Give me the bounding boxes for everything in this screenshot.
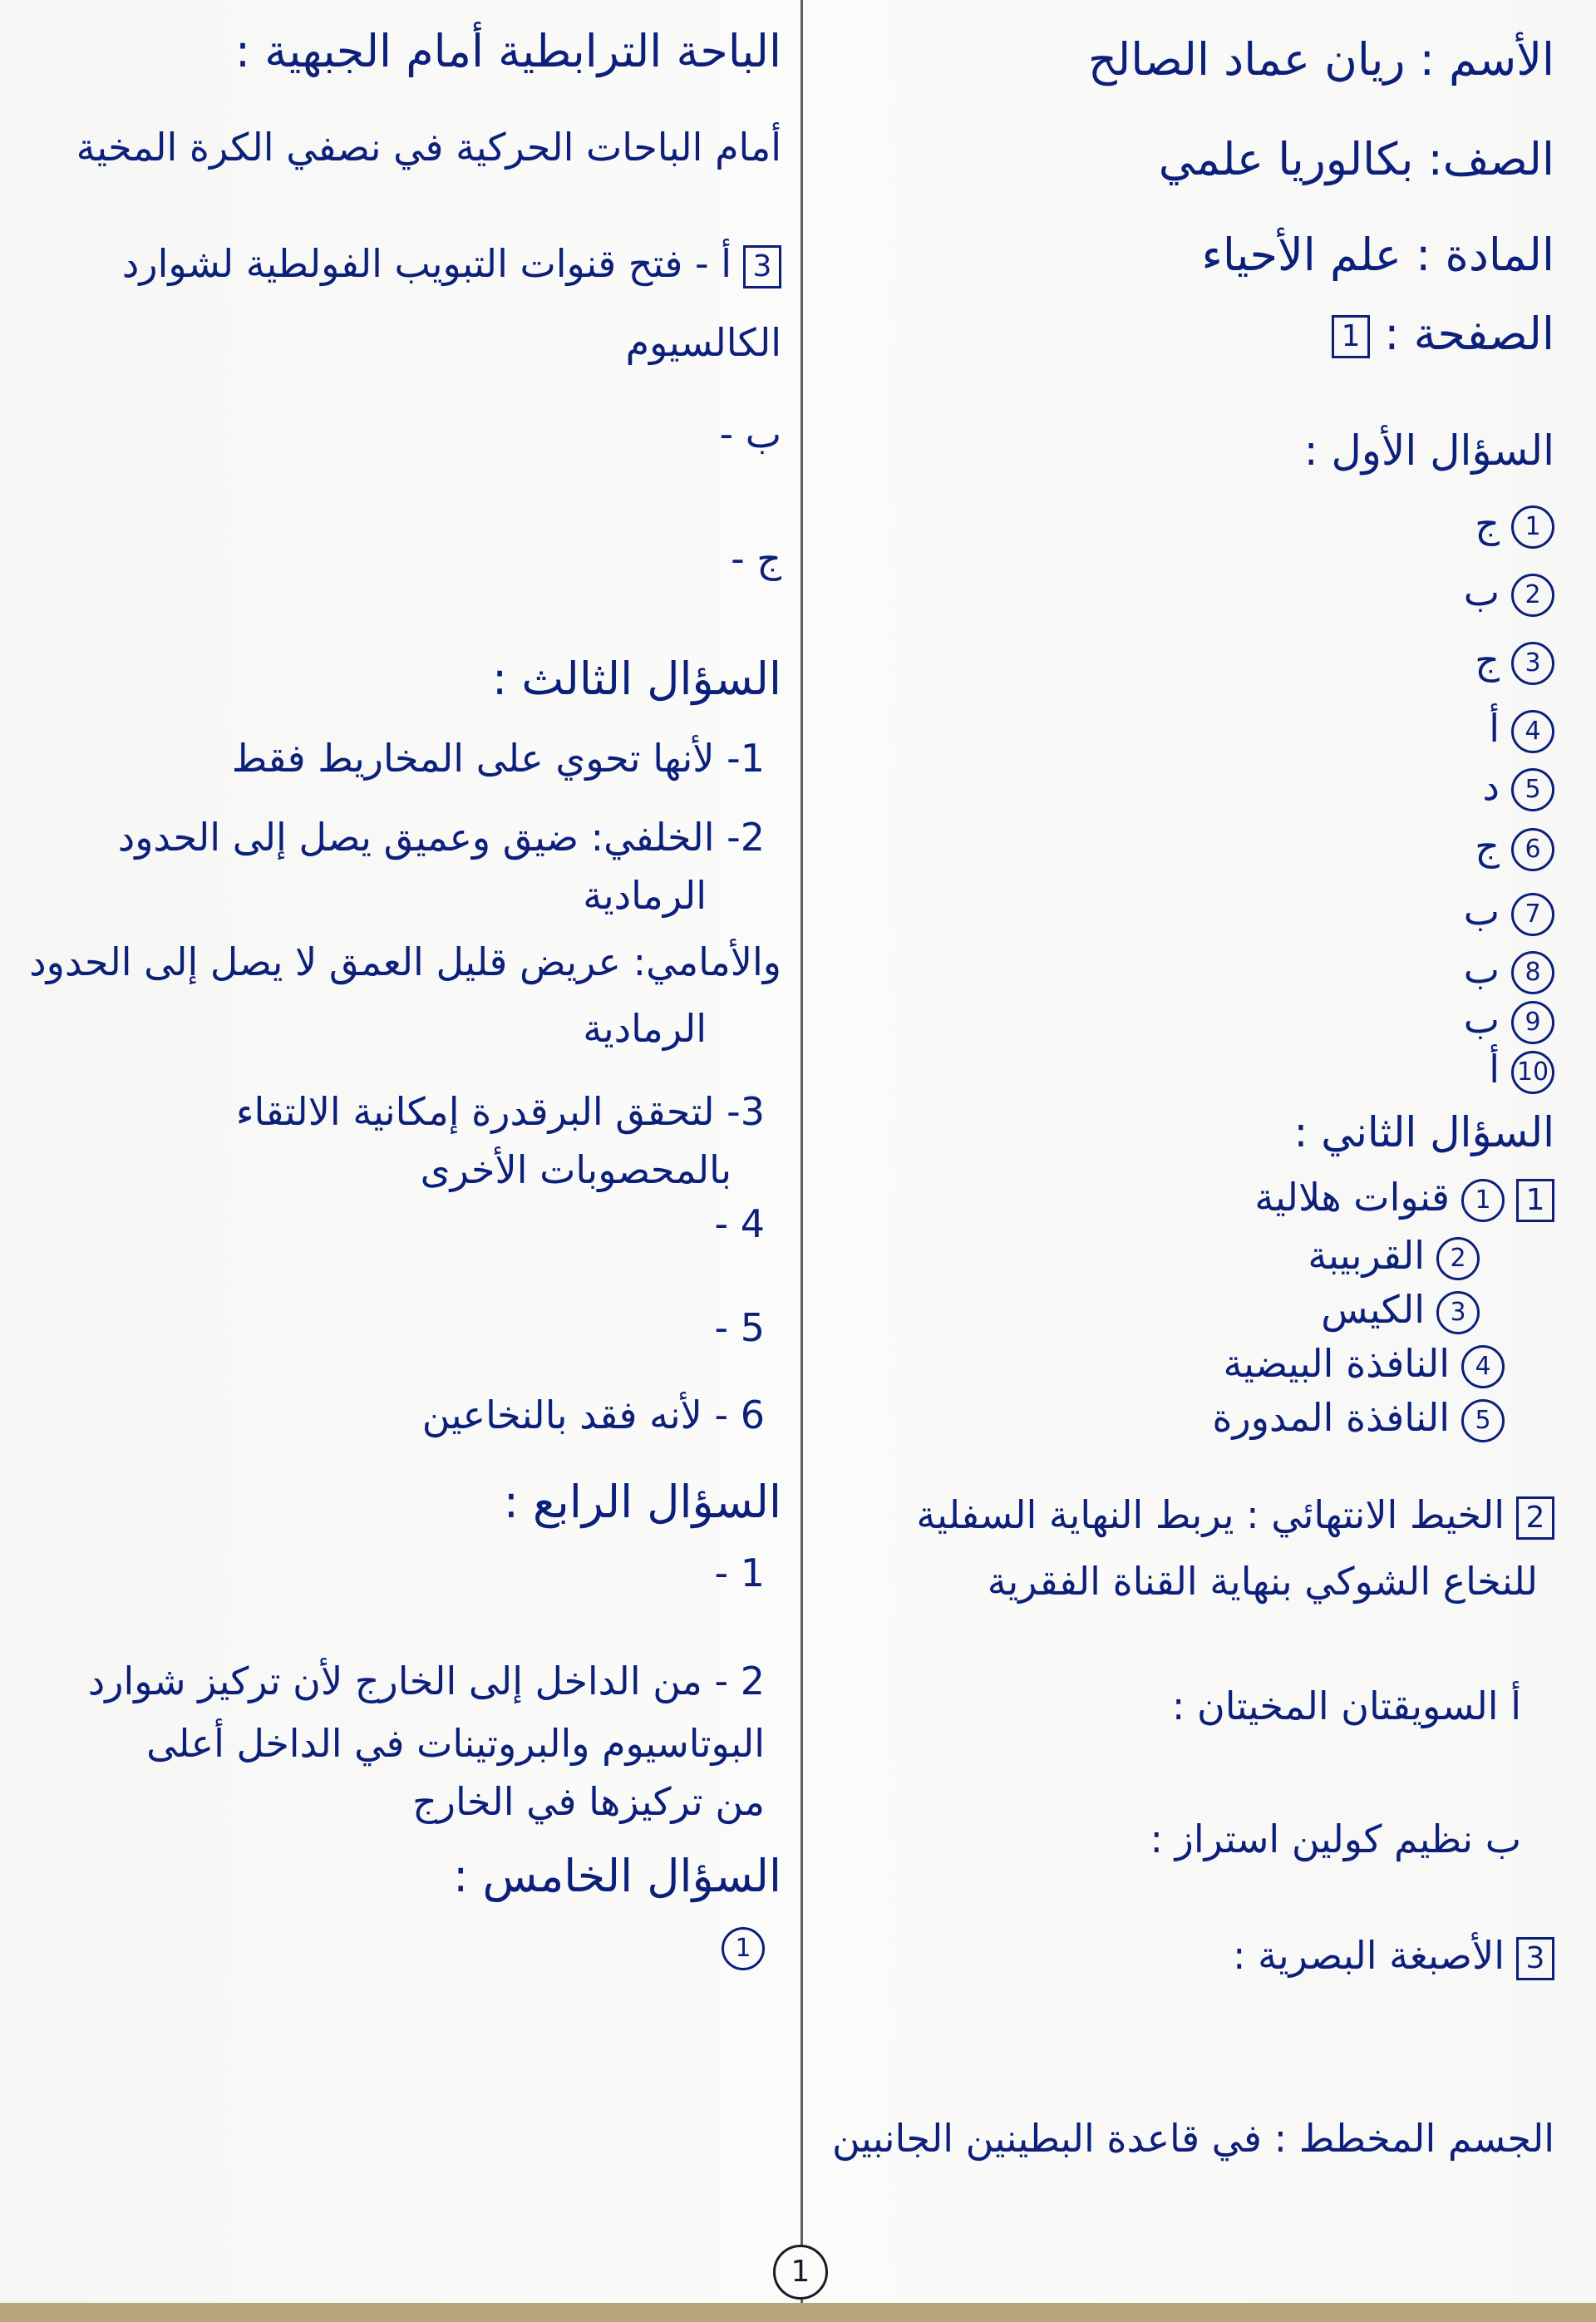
q1-ans: ج: [1475, 638, 1500, 683]
q3-2b-line2: الرمادية: [583, 1006, 707, 1051]
q3-6: 6 - لأنه فقد بالنخاعين: [421, 1393, 765, 1437]
q2-num: 4: [1461, 1345, 1505, 1388]
q1-answer-1: [1475, 499, 1554, 549]
q1-title: السؤال الأول :: [1303, 426, 1554, 475]
q5-circle: 1: [722, 1927, 765, 1970]
q1-answer-2: [1464, 567, 1554, 617]
q4-title: السؤال الرابع :: [503, 1476, 781, 1528]
q1-ans: ج: [1475, 824, 1500, 869]
page-label-line: [1320, 308, 1554, 361]
q1-ans: ب: [1463, 569, 1500, 614]
q1-answer-10: [1489, 1044, 1554, 1094]
q-a-line1: [122, 237, 781, 290]
q2-item-1: [1254, 1172, 1554, 1222]
column-divider: [800, 0, 803, 2303]
q1-ans: ب: [1463, 947, 1500, 992]
q2-part2-line1: [916, 1488, 1554, 1541]
q2-part3-text: الأصبغة البصرية :: [1233, 1933, 1505, 1978]
q4-2-line3: من تركيزها في الخارج: [412, 1779, 765, 1824]
q1-ans: أ: [1489, 706, 1500, 751]
page-label: الصفحة :: [1384, 308, 1554, 360]
q2-line-a: أ السويقتان المخيتان :: [1171, 1684, 1521, 1728]
q4-1: 1 -: [714, 1550, 765, 1595]
q2-text: النافذة البيضية: [1223, 1341, 1450, 1386]
q-box-3: 3: [743, 245, 781, 288]
q3-2b-line1: والأمامي: عريض قليل العمق لا يصل إلى الحدود: [29, 939, 781, 984]
top-line-2: أمام الباحات الحركية في نصفي الكرة المخية: [76, 125, 781, 170]
q2-line-b: ب نظيم كولين استراز :: [1150, 1817, 1521, 1861]
q3-item-2-cont: الرمادية: [583, 873, 707, 918]
q2-title: السؤال الثاني :: [1293, 1108, 1554, 1156]
q2-part2-text1: الخيط الانتهائي : يربط النهاية السفلية: [916, 1492, 1505, 1537]
q1-answer-7: [1464, 886, 1554, 936]
q2-text: النافذة المدورة: [1212, 1395, 1450, 1440]
q3-item-2: 2- الخلفي: ضيق وعميق يصل إلى الحدود: [117, 815, 765, 860]
top-line-1: الباحة الترابطية أمام الجبهية :: [234, 25, 781, 77]
q3-title: السؤال الثالث :: [492, 653, 781, 705]
q-b: ب -: [719, 412, 781, 456]
q2-last-line: الجسم المخطط : في قاعدة البطينين الجانبين: [831, 2116, 1554, 2161]
q2-part3: [1233, 1929, 1554, 1982]
q1-answer-8: [1464, 944, 1554, 994]
q2-text: القربيبة: [1308, 1233, 1425, 1278]
q3-5: 5 -: [714, 1305, 765, 1350]
q1-answer-4: [1489, 703, 1554, 753]
q-a-text: أ - فتح قنوات التبويب الفولطية لشوارد: [121, 241, 732, 286]
q1-num: 7: [1511, 893, 1554, 936]
q1-ans: أ: [1489, 1047, 1500, 1092]
left-column: [17, 0, 781, 2295]
q1-answer-5: [1483, 762, 1554, 811]
q2-box-2: 2: [1516, 1496, 1554, 1540]
q1-num: 3: [1511, 642, 1554, 685]
q4-2-line2: البوتاسيوم والبروتينات في الداخل أعلى: [146, 1721, 765, 1766]
q2-part2-line2: للنخاع الشوكي بنهاية القناة الفقرية: [987, 1559, 1538, 1604]
q1-answer-6: [1475, 821, 1554, 871]
q3-num: 1: [740, 736, 765, 781]
q1-ans: ج: [1475, 501, 1500, 546]
q1-ans: ب: [1463, 889, 1500, 934]
q2-item-5: [1212, 1393, 1505, 1442]
q1-answer-3: [1475, 635, 1554, 685]
q1-num: 1: [1511, 505, 1554, 549]
q2-box-1: 1: [1516, 1179, 1554, 1222]
right-column: [823, 0, 1554, 2295]
q2-item-4: [1223, 1338, 1505, 1388]
q3-item-1: 1- لأنها تحوي على المخاريط فقط: [231, 736, 765, 781]
page-box: 1: [1332, 315, 1370, 358]
q1-num: 10: [1511, 1051, 1554, 1094]
q1-num: 5: [1511, 768, 1554, 811]
q2-text: قنوات هلالية: [1254, 1175, 1450, 1220]
q1-num: 6: [1511, 828, 1554, 871]
q2-box-3: 3: [1516, 1937, 1554, 1980]
q2-num: 2: [1436, 1237, 1480, 1280]
q5-item-1: [710, 1920, 765, 1970]
q3-3-line2: بالمحصوبات الأخرى: [420, 1147, 732, 1192]
q2-num: 1: [1461, 1179, 1505, 1222]
q1-ans: ب: [1463, 997, 1500, 1042]
q1-ans: د: [1482, 764, 1500, 809]
q1-num: 8: [1511, 951, 1554, 994]
q1-num: 4: [1511, 710, 1554, 753]
q1-num: 2: [1511, 574, 1554, 617]
q3-3-line1: 3- لتحقق البرقدرة إمكانية الالتقاء: [235, 1089, 765, 1134]
q2-num: 5: [1461, 1399, 1505, 1442]
q3-num: 2: [740, 815, 765, 860]
q-a-line2: الكالسيوم: [625, 320, 781, 365]
page-number: 1: [773, 2245, 828, 2300]
q1-answer-9: [1464, 994, 1554, 1044]
q3-text: الخلفي: ضيق وعميق يصل إلى الحدود: [117, 815, 715, 860]
subject-line: المادة : علم الأحياء: [1201, 229, 1554, 281]
table-edge: [0, 2303, 1596, 2322]
q4-2-line1: 2 - من الداخل إلى الخارج لأن تركيز شوارد: [87, 1659, 765, 1703]
q3-4: 4 -: [714, 1201, 765, 1246]
q5-title: السؤال الخامس :: [453, 1850, 781, 1902]
q3-text: لأنها تحوي على المخاريط فقط: [231, 736, 715, 781]
q2-item-3: [1321, 1284, 1480, 1334]
q1-num: 9: [1511, 1001, 1554, 1044]
class-line: الصف: بكالوريا علمي: [1158, 133, 1554, 185]
student-name: الأسم : ريان عماد الصالح: [1087, 33, 1554, 86]
q2-num: 3: [1436, 1291, 1480, 1334]
q-c: ج -: [731, 536, 781, 581]
q2-item-2: [1308, 1230, 1480, 1280]
q2-text: الكيس: [1321, 1287, 1425, 1332]
